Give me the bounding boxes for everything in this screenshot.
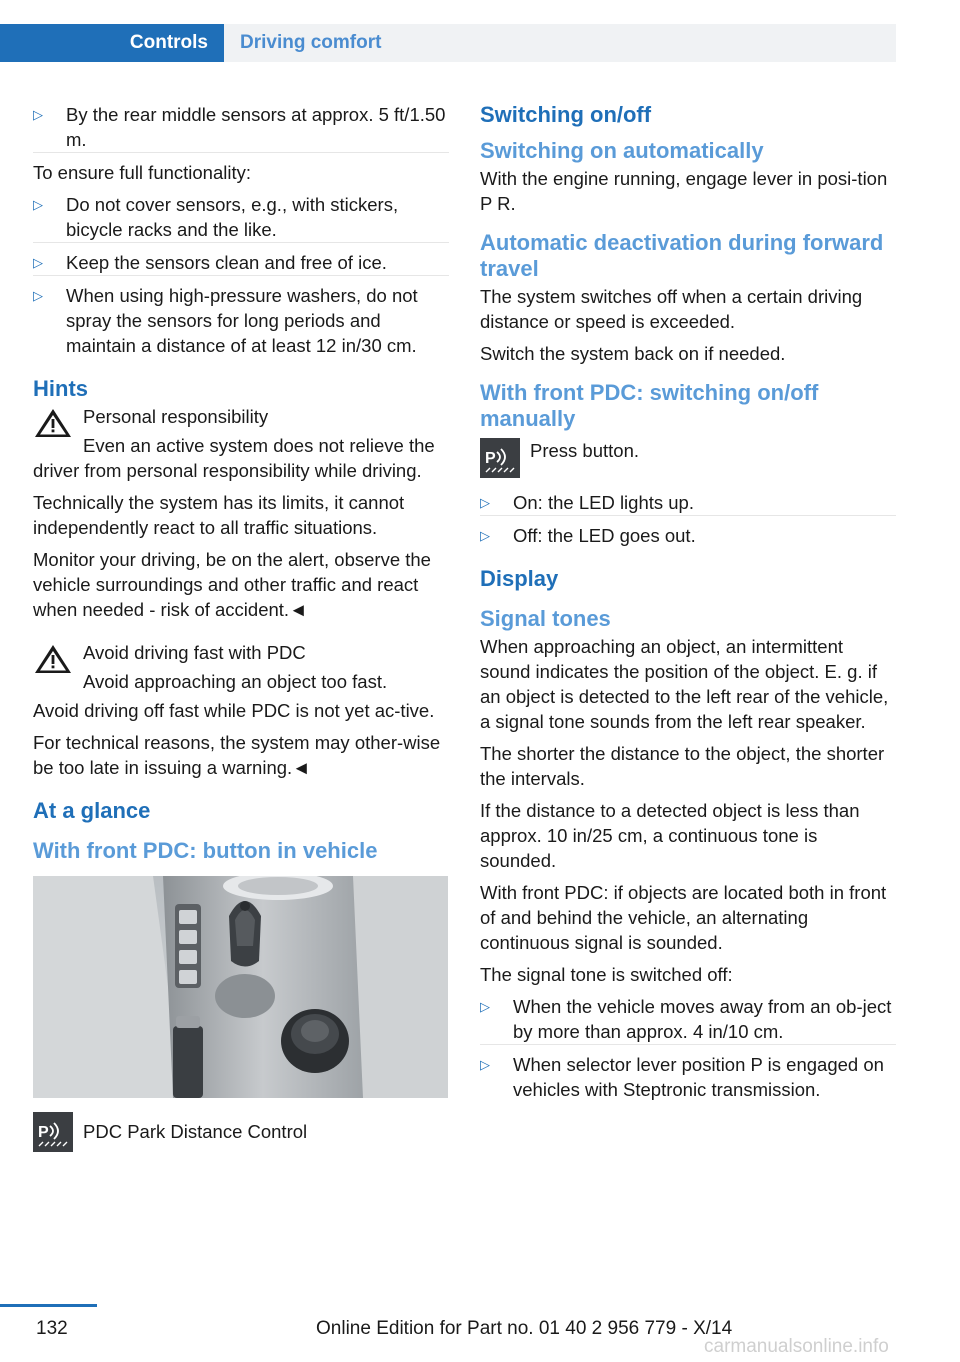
signal-text: With front PDC: if objects are located both in front of and behind the vehicle, an alternating continuous signal is sounded. [480, 882, 887, 953]
list-item [33, 283, 449, 358]
warning-text: Even an active system does not relieve the driver from personal responsibility while driving. [33, 435, 435, 481]
watermark: carmanualsonline.info [704, 1336, 889, 1357]
ensure-intro: To ensure full functionality: [33, 162, 252, 183]
auto-off-text: Switch the system back on if needed. [480, 343, 786, 364]
triangle-bullet-icon: ▷ [480, 528, 490, 543]
left-column [33, 102, 449, 1164]
footer-accent-line [0, 1304, 97, 1307]
list-item-text: By the rear middle sensors at approx. 5 ft/1.50 m. [66, 104, 446, 150]
warning-title: Avoid driving fast with PDC [83, 642, 306, 663]
auto-on-heading: Switching on automatically [480, 138, 764, 163]
right-column [480, 102, 896, 1109]
warning-triangle-icon [33, 406, 73, 440]
button-in-vehicle-heading: With front PDC: button in vehicle [33, 838, 378, 863]
signal-text: When approaching an object, an intermittent sound indicates the position of the object. E. g. if an object is detected to the left rear of the vehicle, a signal tone sounds from the left rear speaker. [480, 636, 889, 732]
list-item [33, 102, 449, 153]
list-item-text: When the vehicle moves away from an ob‐ject by more than approx. 4 in/10 cm. [513, 996, 892, 1042]
warning-text: Technically the system has its limits, it cannot independently react to all traffic situations. [33, 492, 405, 538]
list-item [480, 1052, 896, 1102]
triangle-bullet-icon: ▷ [33, 107, 43, 122]
hints-heading: Hints [33, 376, 88, 401]
auto-off-text: The system switches off when a certain driving distance or speed is exceeded. [480, 286, 863, 332]
press-button-row [480, 438, 896, 480]
warning-avoid-fast [33, 640, 449, 694]
pdc-caption: PDC Park Distance Control [83, 1121, 308, 1142]
manual-heading: With front PDC: switching on/off manually [480, 380, 819, 431]
list-item-text: When selector lever position P is engaged on vehicles with Steptronic transmission. [513, 1054, 884, 1100]
triangle-bullet-icon: ▷ [33, 288, 43, 303]
signal-off-intro: The signal tone is switched off: [480, 964, 733, 985]
display-heading: Display [480, 566, 559, 591]
signal-tones-heading: Signal tones [480, 606, 611, 631]
triangle-bullet-icon: ▷ [33, 255, 43, 270]
list-item [33, 192, 449, 243]
edition-text: Online Edition for Part no. 01 40 2 956 779 - X/14 [316, 1318, 733, 1339]
warning-text: For technical reasons, the system may other‐wise be too late in issuing a warning.◄ [33, 732, 441, 778]
warning-personal-responsibility [33, 404, 449, 429]
list-item-text: When using high-pressure washers, do not spray the sensors for long periods and maintain a distance of at least 12 in/30 cm. [66, 285, 418, 356]
triangle-bullet-icon: ▷ [480, 999, 490, 1014]
list-item-text: Off: the LED goes out. [513, 525, 696, 546]
auto-on-text: With the engine running, engage lever in posi‐tion P R. [480, 168, 888, 214]
list-item [480, 994, 896, 1045]
switching-heading: Switching on/off [480, 102, 652, 127]
header-section: Controls [0, 24, 224, 62]
warning-text: Avoid approaching an object too fast. [83, 671, 388, 692]
list-item-text: Do not cover sensors, e.g., with stickers, bicycle racks and the like. [66, 194, 399, 240]
signal-text: The shorter the distance to the object, the shorter the intervals. [480, 743, 885, 789]
warning-text: Avoid driving off fast while PDC is not yet ac‐tive. [33, 700, 435, 721]
press-button-text: Press button. [530, 440, 640, 461]
page-header [0, 24, 896, 62]
pdc-caption-row [33, 1112, 449, 1154]
header-subsection: Driving comfort [224, 24, 896, 62]
at-a-glance-heading: At a glance [33, 798, 151, 823]
triangle-bullet-icon: ▷ [480, 1057, 490, 1072]
list-item [480, 523, 896, 548]
warning-text: Monitor your driving, be on the alert, observe the vehicle surroundings and other traffic and react when needed - risk of accident.◄ [33, 549, 431, 620]
signal-text: If the distance to a detected object is less than approx. 10 in/25 cm, a continuous tone is sounded. [480, 800, 860, 871]
center-console-photo [33, 876, 448, 1098]
list-item [480, 490, 896, 516]
pdc-button-icon [33, 1112, 73, 1152]
warning-title: Personal responsibility [83, 406, 269, 427]
pdc-button-icon [480, 438, 520, 478]
svg-text:P: P [38, 1124, 49, 1141]
svg-text:P: P [485, 450, 496, 467]
page-number: 132 [36, 1318, 68, 1339]
list-item [33, 250, 449, 276]
list-item-text: On: the LED lights up. [513, 492, 694, 513]
warning-triangle-icon [33, 642, 73, 676]
triangle-bullet-icon: ▷ [480, 495, 490, 510]
list-item-text: Keep the sensors clean and free of ice. [66, 252, 387, 273]
triangle-bullet-icon: ▷ [33, 197, 43, 212]
auto-off-heading: Automatic deactivation during forward travel [480, 230, 884, 281]
